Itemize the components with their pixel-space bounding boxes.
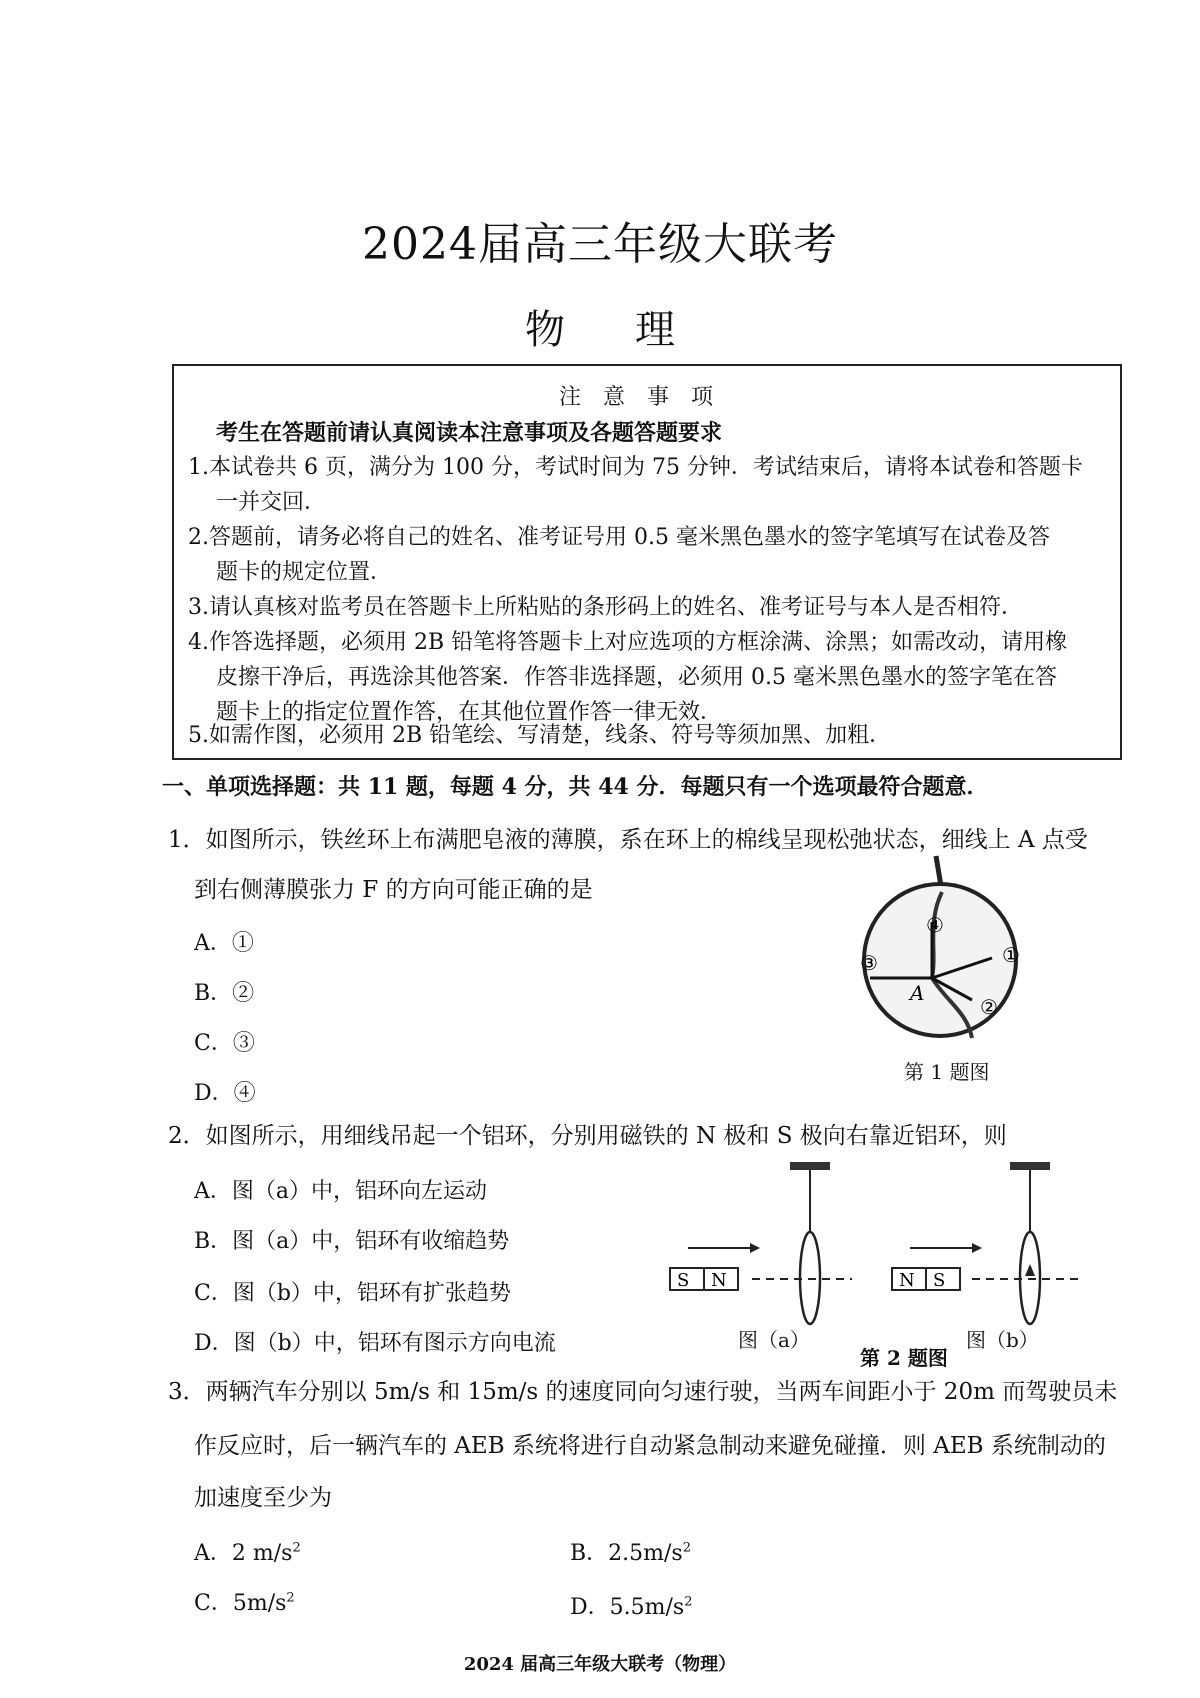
q1-option-d: D．④ [194,1081,256,1106]
notice-item-1-line2: 一并交回． [216,490,327,515]
notice-item-2-line2: 题卡的规定位置． [216,560,393,585]
q2-fig-a-label: 图（a） [738,1328,810,1352]
subject-title: 物理 [525,307,745,353]
q3-option-b-text: B．2.5m/s [570,1541,683,1566]
notice-item-2-line1: 2.答题前，请务必将自己的姓名、准考证号用 0.5 毫米黑色墨水的签字笔填写在试卷及答 [188,525,1050,550]
q2-figure-caption: 第 2 题图 [860,1346,948,1370]
notice-item-3-line1: 3.请认真核对监考员在答题卡上所粘贴的条形码上的姓名、准考证号与本人是否相符． [188,595,1023,620]
q3-option-d-exp: 2 [684,1594,693,1610]
q2a-arrow-head [750,1243,760,1253]
q3-stem-line1: 3．两辆汽车分别以 5m/s 和 15m/s 的速度同向匀速行驶，当两车间距小于 20m 而驾驶员未 [168,1379,1118,1405]
notice-item-4-line3: 题卡上的指定位置作答，在其他位置作答一律无效． [216,700,723,725]
section-heading: 一、单项选择题：共 11 题，每题 4 分，共 44 分．每题只有一个选项最符合题意． [162,774,989,800]
q2-figure [660,1158,1090,1328]
q1-option-a: A．① [194,931,254,956]
q2-option-a: A．图（a）中，铝环向左运动 [194,1179,488,1204]
q2a-magnet-left-pole: S [677,1270,690,1291]
q2b-magnet-right-pole: S [933,1270,946,1291]
q1-label-1: ① [1002,943,1020,967]
notice-item-4 [188,625,1113,730]
page-footer: 2024 届高三年级大联考（物理） [463,1654,737,1675]
q3-option-a-exp: 2 [292,1540,301,1556]
q3-option-b [570,1536,691,1567]
q2b-ceiling [1010,1162,1050,1170]
q2b-magnet-left-pole: N [899,1270,915,1291]
notice-subtitle: 考生在答题前请认真阅读本注意事项及各题答题要求 [216,420,723,446]
notice-item-2 [188,520,1113,590]
q2-stem: 2．如图所示，用细线吊起一个铝环，分别用磁铁的 N 极和 S 极向右靠近铝环，则 [168,1123,1007,1149]
notice-item-1-line1: 1.本试卷共 6 页，满分为 100 分，考试时间为 75 分钟．考试结束后，请将本试卷和答题卡 [188,455,1083,480]
exam-title: 2024届高三年级大联考 [362,219,838,270]
q3-option-c [194,1586,295,1617]
q1-label-point-a: A [910,981,925,1005]
q1-label-2: ② [980,995,998,1019]
q2b-current-arrow [1025,1264,1035,1276]
notice-box [172,364,1122,760]
q2-option-d: D．图（b）中，铝环有图示方向电流 [194,1331,556,1356]
notice-item-1 [188,450,1113,520]
q1-stem-line1: 1．如图所示，铁丝环上布满肥皂液的薄膜，系在环上的棉线呈现松弛状态，细线上 A 点受 [168,827,1088,853]
notice-item-5 [188,718,1113,753]
q2-option-b: B．图（a）中，铝环有收缩趋势 [194,1229,510,1254]
q1-option-c: C．③ [194,1031,255,1056]
q1-label-3: ③ [860,951,878,975]
q1-label-4: ④ [926,913,944,937]
q3-option-b-exp: 2 [682,1540,691,1556]
q2b-arrow-head [972,1243,982,1253]
q3-option-a [194,1536,301,1567]
notice-item-4-line1: 4.作答选择题，必须用 2B 铅笔将答题卡上对应选项的方框涂满、涂黑；如需改动，请用橡 [188,630,1068,655]
notice-item-3 [188,590,1113,625]
q2a-magnet-right-pole: N [711,1270,727,1291]
q3-option-d [570,1590,692,1621]
notice-title: 注意事项 [558,385,735,410]
notice-item-4-line2: 皮擦干净后，再选涂其他答案．作答非选择题，必须用 0.5 毫米黑色墨水的签字笔在答 [216,665,1057,690]
q2-option-c: C．图（b）中，铝环有扩张趋势 [194,1281,511,1306]
q3-stem-line3: 加速度至少为 [194,1485,332,1511]
q2a-ceiling [790,1162,830,1170]
q1-figure [852,852,1032,1052]
q1-figure-caption: 第 1 题图 [904,1060,990,1084]
notice-item-5-line1: 5.如需作图，必须用 2B 铅笔绘、写清楚，线条、符号等须加黑、加粗． [188,723,892,748]
q1-option-b: B．② [194,981,255,1006]
q3-option-a-text: A．2 m/s [194,1541,293,1566]
q3-option-c-text: C．5m/s [194,1591,287,1616]
q3-option-c-exp: 2 [286,1590,295,1606]
q3-stem-line2: 作反应时，后一辆汽车的 AEB 系统将进行自动紧急制动来避免碰撞．则 AEB 系统制动的 [194,1433,1106,1459]
q2-fig-b-label: 图（b） [966,1328,1039,1352]
q3-option-d-text: D．5.5m/s [570,1595,685,1620]
q1-stem-line2: 到右侧薄膜张力 F 的方向可能正确的是 [194,877,593,903]
